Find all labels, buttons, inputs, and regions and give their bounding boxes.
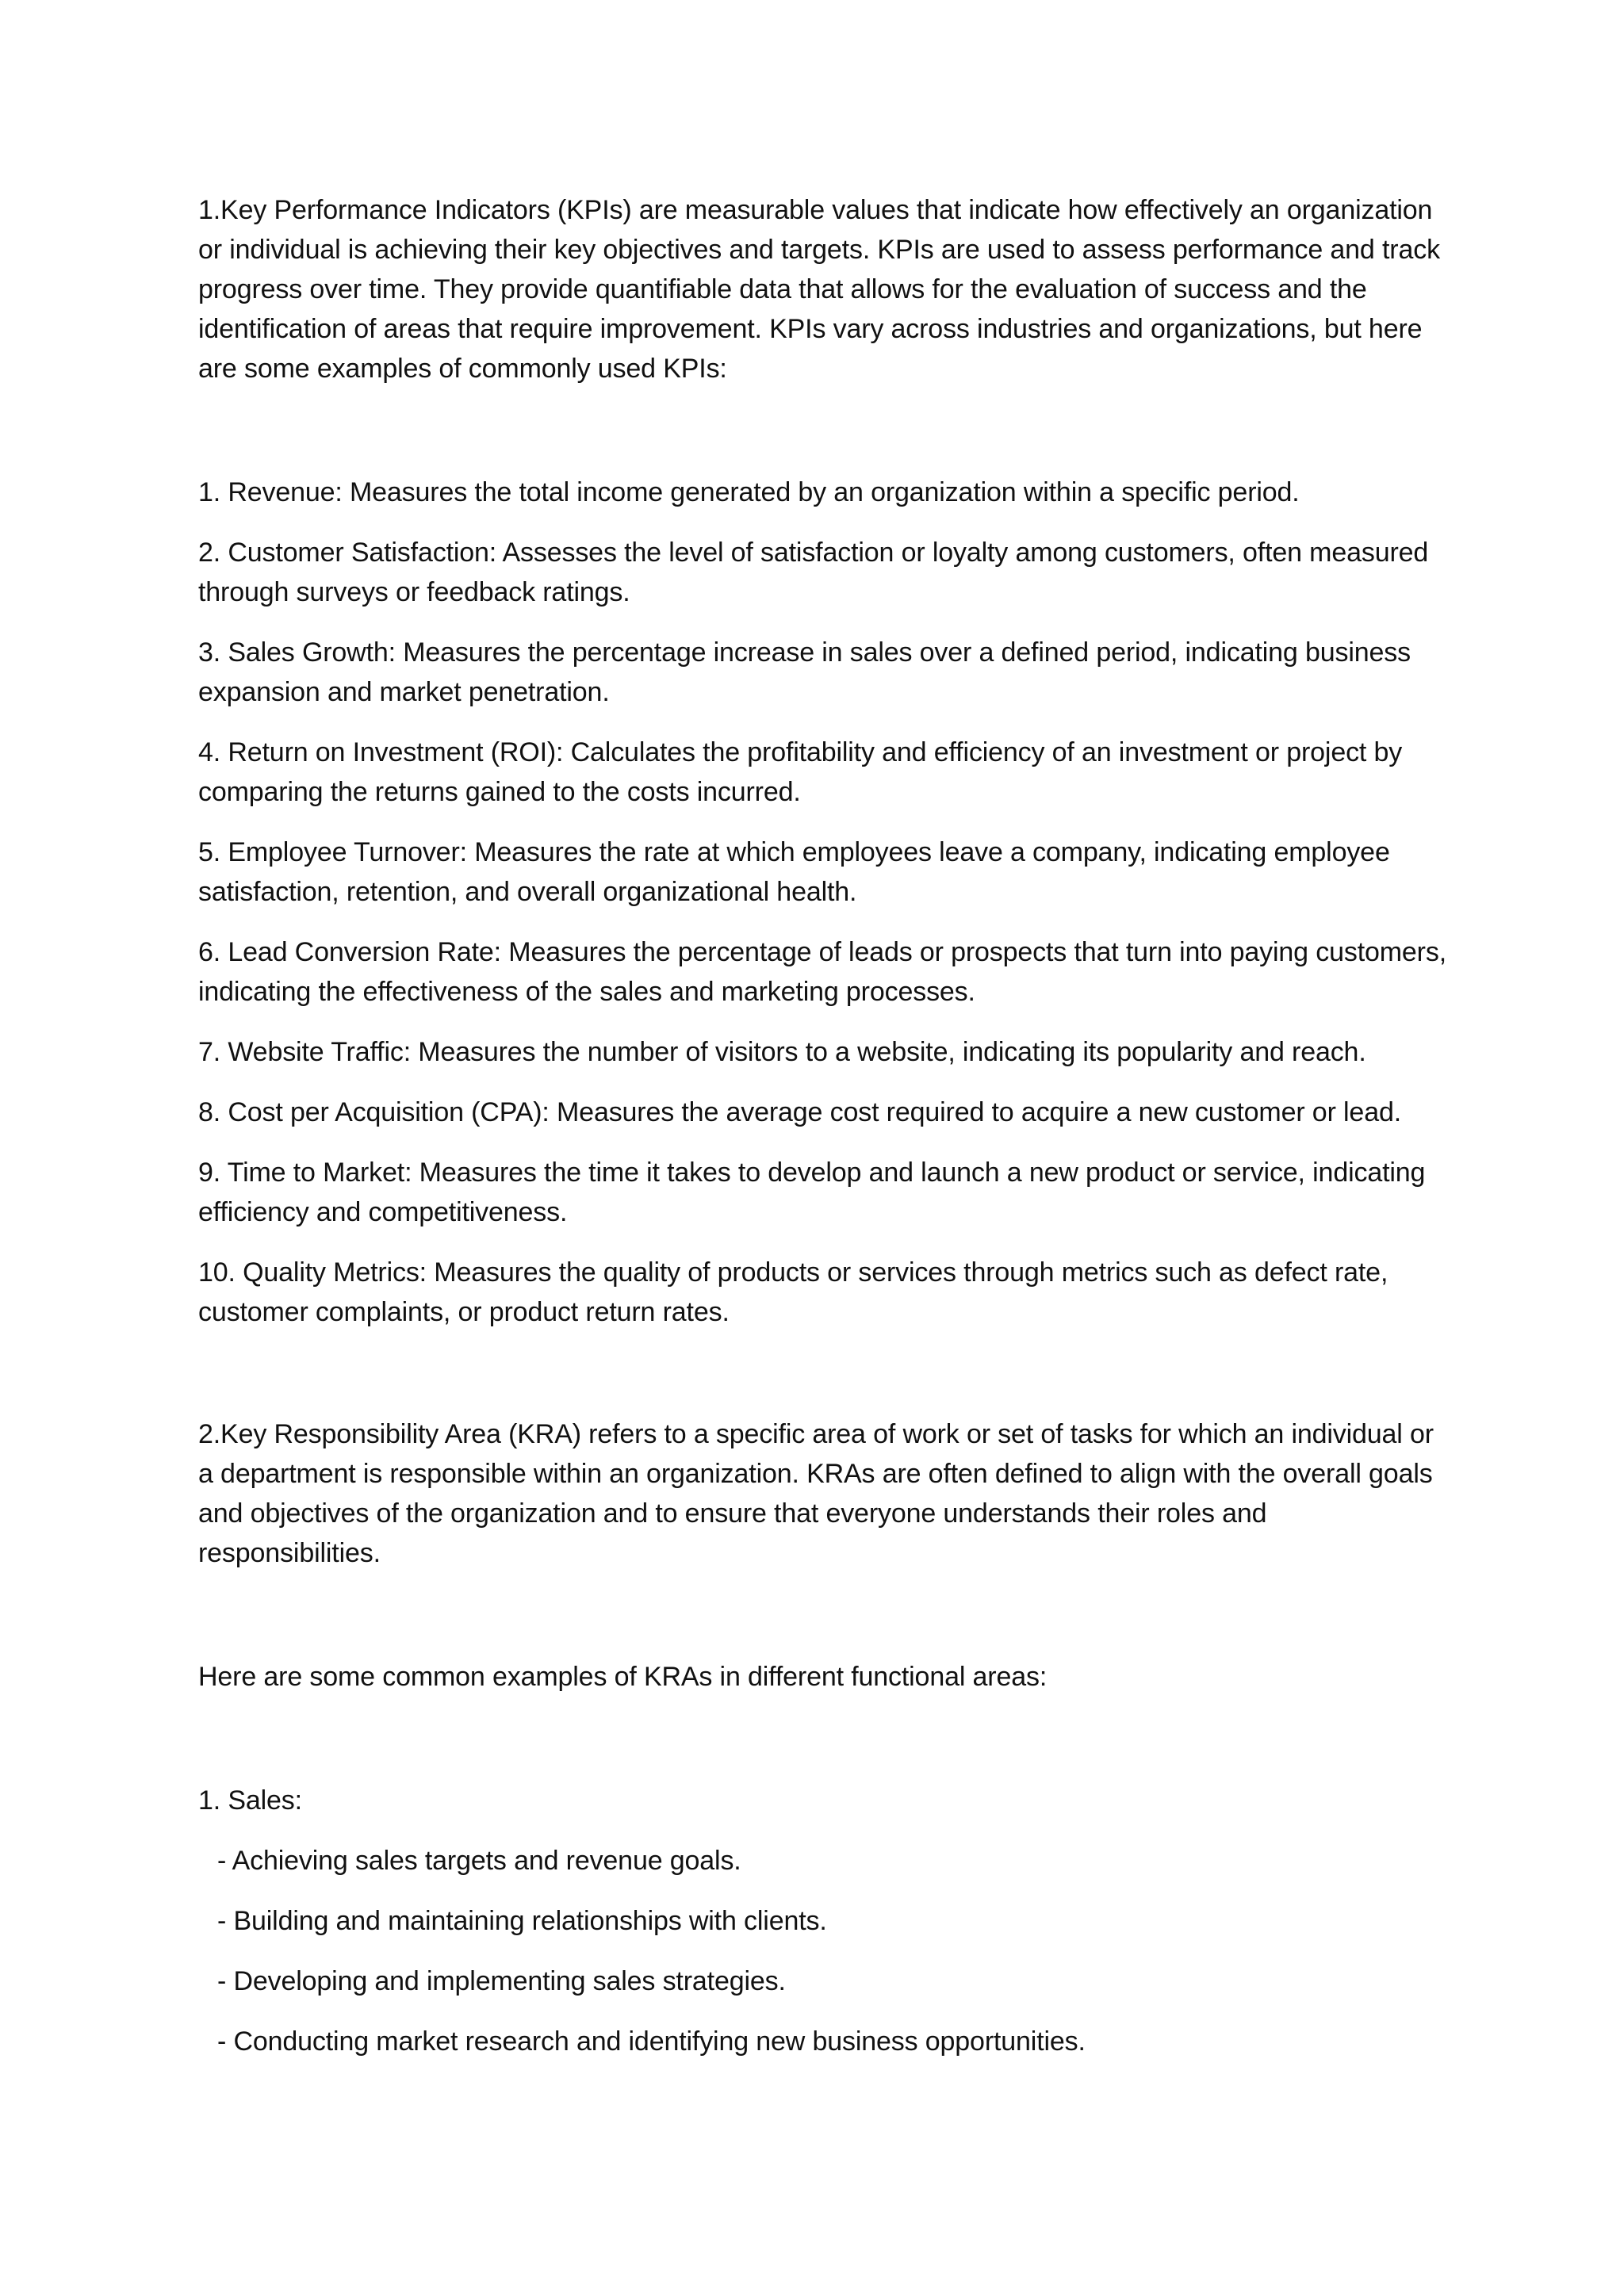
- kpi-list: [198, 473, 1451, 1332]
- kpi-list-item: 5. Employee Turnover: Measures the rate at which employees leave a company, indicating employee satisfaction, retention, and overall organizational health.: [198, 837, 1390, 907]
- kpi-list-item: 7. Website Traffic: Measures the number of visitors to a website, indicating its popularity and reach.: [198, 1037, 1366, 1067]
- document-body: [198, 190, 1451, 2082]
- sales-kra-item: - Building and maintaining relationships with clients.: [217, 1906, 827, 1936]
- sales-kra-list: [198, 1841, 1451, 2061]
- kpi-list-item: 3. Sales Growth: Measures the percentage increase in sales over a defined period, indicating business expansion and market penetration.: [198, 637, 1411, 707]
- kpi-intro-paragraph: 1.Key Performance Indicators (KPIs) are measurable values that indicate how effectively an organization or individual is achieving their key objectives and targets. KPIs are used to assess performance and track progress over time. They provide quantifiable data that allows for the evaluation of success and the identification of areas that require improvement. KPIs vary across industries and organizations, but here are some examples of commonly used KPIs:: [198, 195, 1440, 384]
- kpi-list-item: 4. Return on Investment (ROI): Calculates the profitability and efficiency of an investment or project by comparing the returns gained to the costs incurred.: [198, 737, 1403, 807]
- kpi-list-item: 8. Cost per Acquisition (CPA): Measures the average cost required to acquire a new customer or lead.: [198, 1097, 1402, 1127]
- sales-kra-item: - Developing and implementing sales strategies.: [217, 1966, 786, 1996]
- kpi-list-item: 6. Lead Conversion Rate: Measures the percentage of leads or prospects that turn into paying customers, indicating the effectiveness of the sales and marketing processes.: [198, 937, 1447, 1007]
- kpi-list-item: 2. Customer Satisfaction: Assesses the level of satisfaction or loyalty among customers, often measured through surveys or feedback ratings.: [198, 538, 1429, 607]
- kpi-list-item: 1. Revenue: Measures the total income generated by an organization within a specific period.: [198, 477, 1300, 507]
- kra-lead-paragraph: Here are some common examples of KRAs in different functional areas:: [198, 1662, 1048, 1692]
- sales-kra-item: - Achieving sales targets and revenue goals.: [217, 1846, 741, 1876]
- sales-kra-item: - Conducting market research and identifying new business opportunities.: [217, 2026, 1086, 2057]
- kra-intro-paragraph: 2.Key Responsibility Area (KRA) refers to a specific area of work or set of tasks for which an individual or a department is responsible within an organization. KRAs are often defined to align with the overall goals and objectives of the organization and to ensure that everyone understands their roles and responsibilities.: [198, 1419, 1434, 1568]
- kpi-list-item: 9. Time to Market: Measures the time it takes to develop and launch a new product or service, indicating efficiency and competitiveness.: [198, 1158, 1426, 1227]
- kpi-list-item: 10. Quality Metrics: Measures the quality of products or services through metrics such as defect rate, customer complaints, or product return rates.: [198, 1257, 1388, 1327]
- sales-heading: 1. Sales:: [198, 1785, 302, 1816]
